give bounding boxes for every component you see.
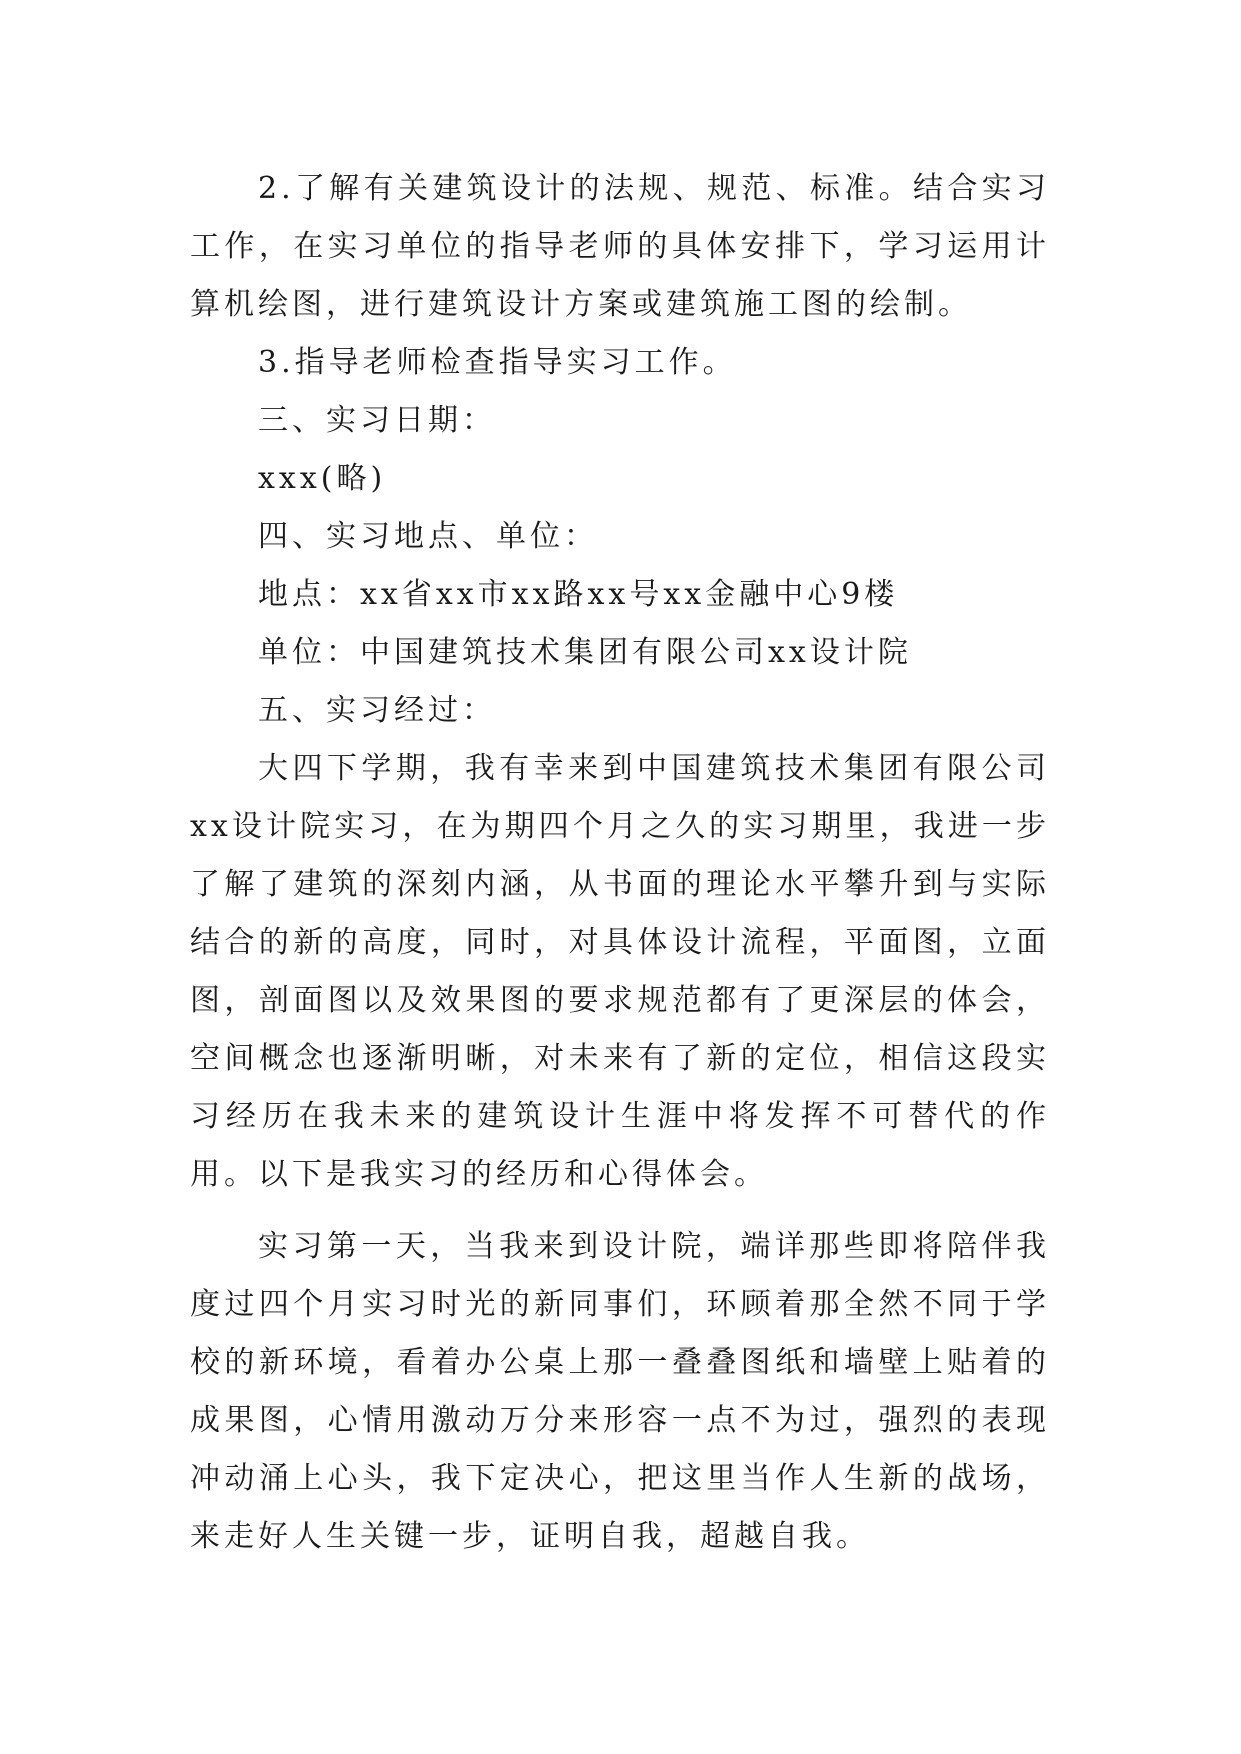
paragraph-location: 地点：xx省xx市xx路xx号xx金融中心9楼 bbox=[258, 577, 899, 612]
paragraph-study-regulations: 2.了解有关建筑设计的法规、规范、标准。结合实习工作，在实习单位的指导老师的具体安排下，学习运用计算机绘图，进行建筑设计方案或建筑施工图的绘制。 bbox=[190, 171, 1050, 322]
paragraph-process-intro: 大四下学期，我有幸来到中国建筑技术集团有限公司xx设计院实习，在为期四个月之久的实习期里，我进一步了解了建筑的深刻内涵，从书面的理论水平攀升到与实际结合的新的高度，同时，对具体设计流程，平面图，立面图，剖面图以及效果图的要求规范都有了更深层的体会，空间概念也逐渐明晰，对未来有了新的定位，相信这段实习经历在我未来的建筑设计生涯中将发挥不可替代的作用。以下是我实习的经历和心得体会。 bbox=[190, 751, 1050, 1192]
paragraph-first-day: 实习第一天，当我来到设计院，端详那些即将陪伴我度过四个月实习时光的新同事们，环顾着那全然不同于学校的新环境，看着办公桌上那一叠叠图纸和墙壁上贴着的成果图，心情用激动万分来形容一点不为过，强烈的表现冲动涌上心头，我下定决心，把这里当作人生新的战场，来走好人生关键一步，证明自我，超越自我。 bbox=[190, 1229, 1050, 1554]
heading-internship-date: 三、实习日期： bbox=[258, 403, 496, 438]
document-body bbox=[190, 160, 1050, 1566]
heading-internship-process: 五、实习经过： bbox=[258, 693, 496, 728]
paragraph-date-value: xxx(略) bbox=[258, 461, 387, 496]
paragraph-unit: 单位：中国建筑技术集团有限公司xx设计院 bbox=[258, 635, 912, 670]
paragraph-teacher-check: 3.指导老师检查指导实习工作。 bbox=[258, 345, 737, 380]
heading-internship-location: 四、实习地点、单位： bbox=[258, 519, 598, 554]
